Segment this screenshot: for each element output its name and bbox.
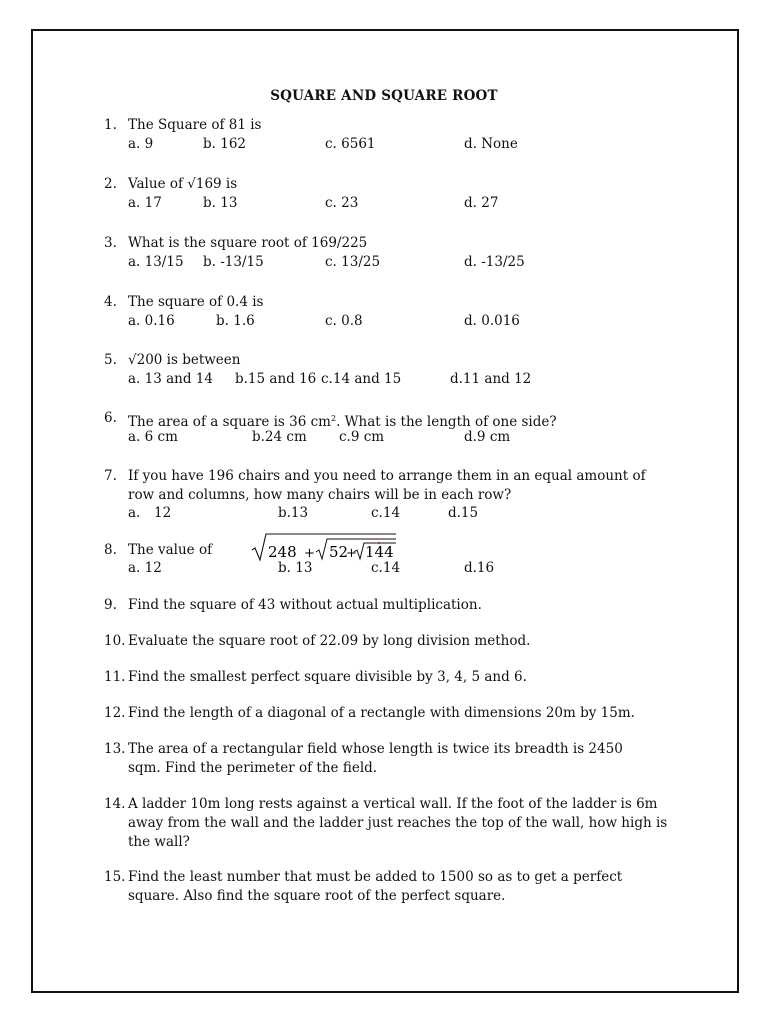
option-b: b.15 and 16 <box>235 371 317 387</box>
option-b: b. 1.6 <box>216 313 255 329</box>
options-4 <box>128 313 628 332</box>
question-text: A ladder 10m long rests against a vertical wall. If the foot of the ladder is 6m away from the wall and the ladder just reaches the top of the wall, how high is the wall? <box>128 796 668 850</box>
option-b: b. 13 <box>203 195 238 211</box>
question-number: 12. <box>104 705 126 721</box>
option-c: c. 13/25 <box>325 254 381 270</box>
options-8 <box>128 560 628 579</box>
question-text-part: The area of a square is 36 cm <box>128 414 331 430</box>
question-number: 14. <box>104 796 126 812</box>
question-number: 8. <box>104 542 117 558</box>
option-c: c.14 <box>371 560 401 576</box>
radical-plus-2: + <box>346 546 357 561</box>
question-number: 9. <box>104 597 117 613</box>
options-1 <box>128 136 628 155</box>
question-number: 5. <box>104 352 117 368</box>
option-a-label: a. <box>128 505 141 521</box>
options-7 <box>128 505 628 524</box>
option-c: c. 0.8 <box>325 313 363 329</box>
question-text: What is the square root of 169/225 <box>128 235 368 251</box>
option-c: c.9 cm <box>339 429 385 445</box>
option-a: a. 13 and 14 <box>128 371 213 387</box>
question-text: If you have 196 chairs and you need to arrange them in an equal amount of row and columns, how many chairs will be in each row? <box>128 468 646 503</box>
option-b: b.24 cm <box>252 429 307 445</box>
option-d: d.15 <box>448 505 479 521</box>
question-text: Evaluate the square root of 22.09 by long division method. <box>128 633 531 649</box>
option-d: d.16 <box>464 560 495 576</box>
page-title: SQUARE AND SQUARE ROOT <box>270 88 498 104</box>
question-text: The square of 0.4 is <box>128 294 264 310</box>
option-b: b. 162 <box>203 136 246 152</box>
options-2 <box>128 195 628 214</box>
option-d: d. 27 <box>464 195 499 211</box>
question-number: 10. <box>104 633 126 649</box>
radical-plus-1: + <box>304 546 315 561</box>
question-number: 2. <box>104 176 117 192</box>
question-number: 3. <box>104 235 117 251</box>
question-text: Find the least number that must be added to 1500 so as to get a perfect square. Also find the square root of the perfect square. <box>128 869 623 904</box>
option-b: b. -13/15 <box>203 254 264 270</box>
question-number: 15. <box>104 869 126 885</box>
radical-term-2: 52 <box>329 543 349 561</box>
question-number: 7. <box>104 468 117 484</box>
option-d: d. 0.016 <box>464 313 520 329</box>
question-text: Value of √169 is <box>128 176 238 192</box>
option-c: c.14 and 15 <box>321 371 402 387</box>
question-number: 13. <box>104 741 126 757</box>
option-a: a. 0.16 <box>128 313 175 329</box>
question-text-part: . What is the length of one side? <box>336 414 557 430</box>
option-a: a. 13/15 <box>128 254 184 270</box>
option-b: b.13 <box>278 505 309 521</box>
radical-term-3: 144 <box>365 543 394 561</box>
option-a: a. 12 <box>128 560 162 576</box>
option-a-value: 12 <box>154 505 172 521</box>
option-d: d. None <box>464 136 518 152</box>
question-text: √200 is between <box>128 352 241 368</box>
option-c: c. 6561 <box>325 136 376 152</box>
question-text: The Square of 81 is <box>128 117 262 133</box>
option-d: d.11 and 12 <box>450 371 532 387</box>
question-number: 1. <box>104 117 117 133</box>
options-3 <box>128 254 628 273</box>
option-a: a. 6 cm <box>128 429 178 445</box>
question-text: The area of a rectangular field whose length is twice its breadth is 2450 sqm. Find the perimeter of the field. <box>128 741 623 776</box>
radical-sign-icon <box>250 531 400 563</box>
question-number: 11. <box>104 669 126 685</box>
option-b: b. 13 <box>278 560 313 576</box>
question-text: Find the smallest perfect square divisible by 3, 4, 5 and 6. <box>128 669 527 685</box>
question-text: The value of <box>128 542 213 558</box>
option-c: c. 23 <box>325 195 359 211</box>
superscript: 2 <box>330 414 337 423</box>
option-d: d.9 cm <box>464 429 511 445</box>
option-a: a. 17 <box>128 195 162 211</box>
options-5 <box>128 371 628 390</box>
option-c: c.14 <box>371 505 401 521</box>
question-number: 4. <box>104 294 117 310</box>
options-6 <box>128 429 628 448</box>
question-number: 6. <box>104 410 117 426</box>
question-text: Find the length of a diagonal of a rectangle with dimensions 20m by 15m. <box>128 705 635 721</box>
question-text: Find the square of 43 without actual multiplication. <box>128 597 482 613</box>
radical-term-1: 248 <box>268 543 297 561</box>
option-d: d. -13/25 <box>464 254 525 270</box>
option-a: a. 9 <box>128 136 154 152</box>
